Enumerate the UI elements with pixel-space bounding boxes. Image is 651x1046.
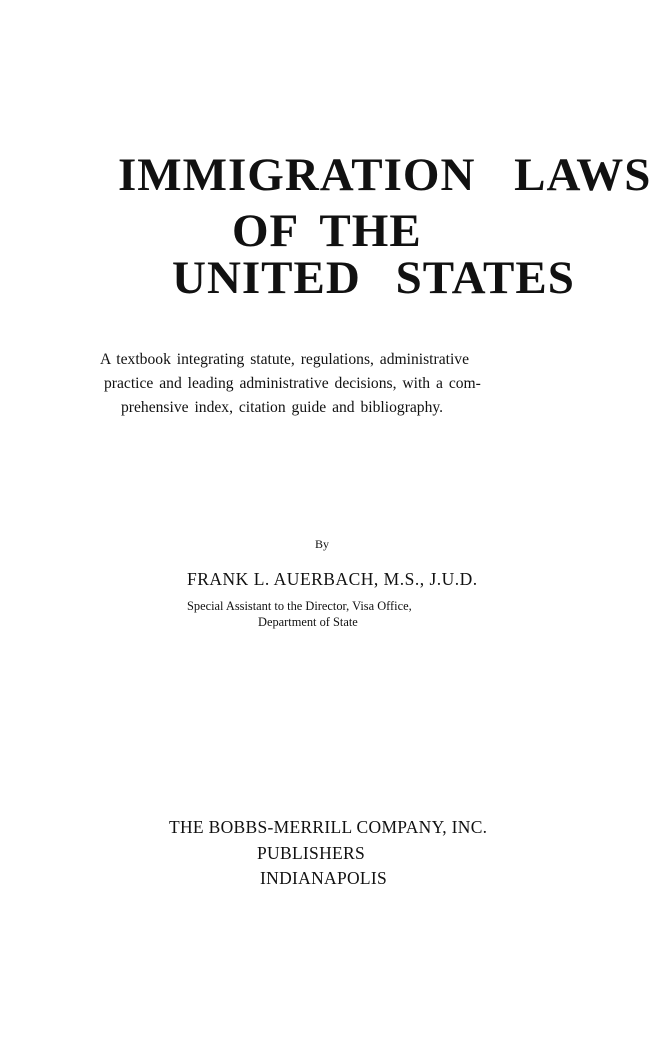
title-line-2: OF THE [232, 205, 422, 257]
byline-by: By [315, 537, 330, 551]
author-name: FRANK L. AUERBACH, M.S., J.U.D. [187, 569, 478, 589]
description-line-1: A textbook integrating statute, regulations, administrative [100, 351, 470, 368]
publisher-role: PUBLISHERS [257, 843, 366, 863]
title-line-3: UNITED STATES [172, 252, 575, 304]
author-position-line-2: Department of State [258, 615, 358, 629]
description-line-3: prehensive index, citation guide and bibliography. [121, 399, 444, 416]
publisher-name: THE BOBBS-MERRILL COMPANY, INC. [169, 817, 488, 837]
title-line-1: IMMIGRATION LAWS [118, 149, 651, 201]
author-position-line-1: Special Assistant to the Director, Visa Office, [187, 599, 412, 613]
description-line-2: practice and leading administrative decisions, with a com- [104, 375, 481, 392]
publisher-city: INDIANAPOLIS [260, 868, 388, 888]
